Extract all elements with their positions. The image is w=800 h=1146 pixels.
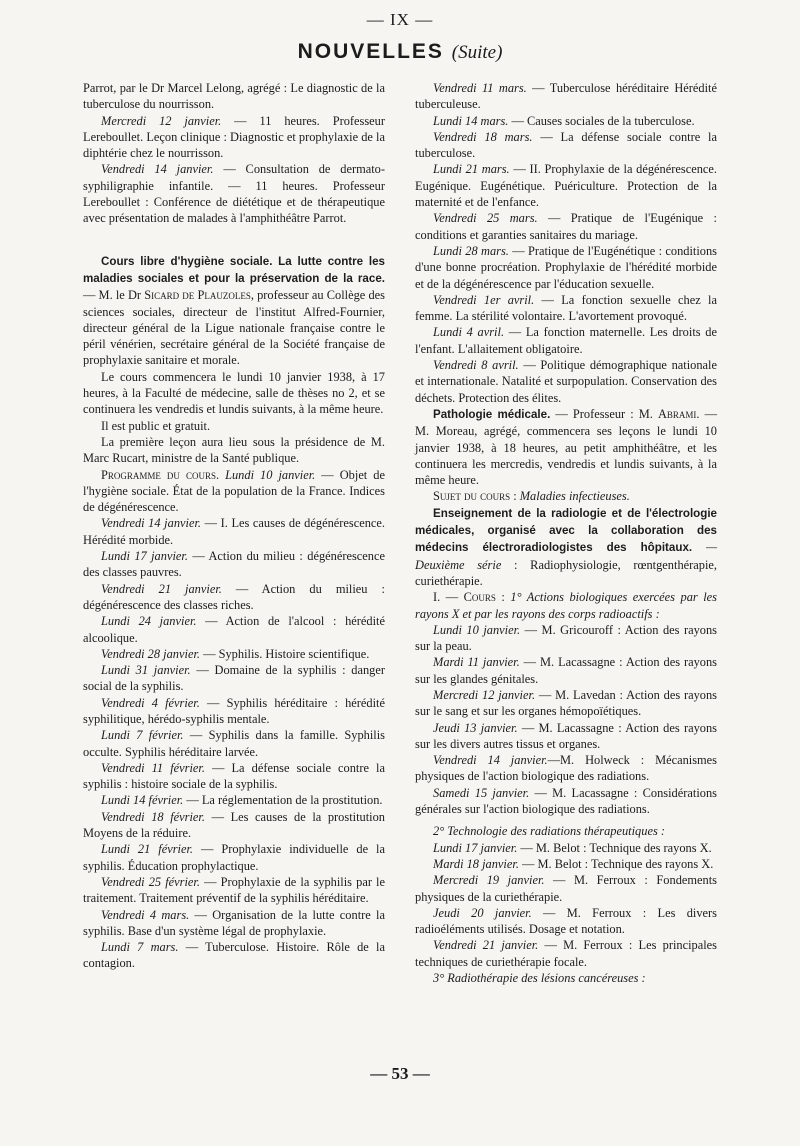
entry-text: — Organisation de la lutte contre la syphilis. Base d'un système légal de prophylaxie. <box>83 907 386 938</box>
schedule-entry <box>415 113 717 129</box>
entry-date: Vendredi 18 février. <box>101 809 205 824</box>
schedule-entry <box>415 720 717 753</box>
pathology-text: . — M. Moreau, agrégé, commencera ses leçons le lundi 10 janvier 1938, à 18 heures, au petit amphithéâtre, et les continuera les mercredis, vendredis et lundis suivants, à la même heure. <box>415 406 717 488</box>
schedule-entry <box>83 613 385 646</box>
schedule-entry <box>415 161 717 210</box>
entry-text: — Syphilis. Histoire scientifique. <box>200 646 370 661</box>
entry-text: — Domaine de la syphilis : danger social de la syphilis. <box>83 663 385 694</box>
schedule-entry <box>83 161 385 226</box>
entry-date: Vendredi 25 mars. <box>433 211 538 226</box>
entry-date: Mercredi 19 janvier. <box>433 873 545 888</box>
schedule-entry <box>415 785 717 818</box>
entry-text: — Consultation de dermato-syphiligraphie infantile. — 11 heures. Professeur Lereboullet : Conférence de diététique et de thérapeutique avec présentation de malades à l'amphithéâtre Parrot. <box>83 162 385 226</box>
entry-text: — La défense sociale contre la tuberculose. <box>415 129 717 161</box>
schedule-entry <box>83 581 385 614</box>
schedule-entry <box>83 809 385 842</box>
section-heading: 3° Radiothérapie des lésions cancéreuses : <box>433 971 646 986</box>
entry-text: — I. Les causes de dégénérescence. Hérédité morbide. <box>83 516 385 547</box>
right-schedule-list <box>415 80 717 406</box>
schedule-entry <box>83 548 385 581</box>
entry-text: — Les causes de la prostitution Moyens de la réduire. <box>83 809 386 841</box>
entry-date: Lundi 14 février. <box>101 793 184 808</box>
entry-text: — M. Gricouroff : Action des rayons sur la peau. <box>415 622 718 654</box>
entry-text: — M. Belot : Technique des rayons X. <box>517 840 712 855</box>
course-subject <box>415 488 717 504</box>
entry-text: — Pratique de l'Eugénétique : conditions d'une bonne procréation. Prophylaxie de l'hérédité morbide et de la dégénérescence par l'éducation sexuelle. <box>415 243 718 291</box>
radiology-schedule-list <box>415 622 717 818</box>
schedule-entry <box>415 129 717 162</box>
entry-text: — Prophylaxie de la syphilis par le traitement. Traitement préventif de la syphilis héréditaire. <box>83 874 385 906</box>
entry-text: — M. Ferroux : Les principales techniques de curiethérapie focale. <box>415 938 718 969</box>
schedule-entry <box>415 292 717 325</box>
entry-text: — M. Lacassagne : Action des rayons sur les glandes génitales. <box>415 655 717 686</box>
schedule-entry <box>83 792 385 808</box>
paragraph: Il est public et gratuit. <box>101 418 211 433</box>
schedule-entry <box>83 515 385 548</box>
entry-date: Vendredi 11 mars. <box>433 81 527 95</box>
schedule-entry <box>83 874 385 907</box>
schedule-entry <box>415 856 717 872</box>
schedule-entry <box>83 939 385 972</box>
entry-text: — La fonction maternelle. Les droits de l'enfant. L'allaitement obligatoire. <box>415 325 717 356</box>
entry-text: — Politique démographique nationale et internationale. Natalité et surpopulation. Conservation des déchets. Protection des élites. <box>415 358 717 405</box>
title-suite: (Suite) <box>451 42 503 63</box>
schedule-entry <box>83 841 385 874</box>
radiology-title: Enseignement de la radiologie et de l'électrologie médicales, organisé avec la collaboration des médecins électroradiologistes des hôpitaux. <box>415 506 717 555</box>
schedule-entry <box>415 937 717 970</box>
entry-text: — II. Prophylaxie de la dégénérescence. Eugénique. Eugénétique. Puériculture. Protection de la maternité et de l'enfance. <box>415 162 717 210</box>
entry-date: Mardi 18 janvier. <box>433 856 519 871</box>
entry-text: — Action du milieu : dégénérescence des classes riches. <box>83 581 385 612</box>
entry-date: Vendredi 14 janvier. <box>101 162 214 177</box>
entry-text: —M. Holweck : Mécanismes physiques de l'action biologique des radiations. <box>415 753 718 784</box>
entry-text: — Action de l'alcool : hérédité alcoolique. <box>83 614 385 645</box>
entry-date: Vendredi 11 février. <box>101 760 205 775</box>
entry-date: Lundi 21 février. <box>101 842 194 857</box>
entry-text: — M. Lacassagne : Action des rayons sur les divers autres tissus et organes. <box>415 720 717 751</box>
entry-date: Lundi 28 mars. <box>433 243 509 258</box>
entry-date: Mardi 11 janvier. <box>433 655 520 670</box>
entry-date: Vendredi 14 janvier. <box>101 516 202 531</box>
entry-date: Vendredi 8 avril. <box>433 358 519 373</box>
entry-text: — Action du milieu : dégénérescence des classes pauvres. <box>83 549 385 580</box>
schedule-entry <box>83 113 385 162</box>
schedule-entry <box>83 760 385 793</box>
entry-date: Lundi 17 janvier. <box>433 840 518 855</box>
schedule-entry <box>415 840 717 856</box>
entry-date: Vendredi 21 janvier. <box>433 938 539 953</box>
schedule-entry <box>415 357 717 406</box>
entry-date: Vendredi 25 février. <box>101 874 200 889</box>
course-intro-continued: , professeur au Collège des sciences sociales, directeur de l'institut Alfred-Fournier, directeur général de la Ligue nationale française contre le péril vénérien, secrétaire général de la Société française de prophylaxie sanitaire et morale. <box>83 288 385 368</box>
series-text: : Radiophysiologie, rœntgenthérapie, curiethérapie. <box>415 557 717 588</box>
cours-section-title: 1° Actions biologiques exercées par les rayons X et par les rayons des corps radioactifs : <box>415 590 717 621</box>
paragraph: Parrot, par le Dr Marcel Lelong, agrégé : Le diagnostic de la tuberculose du nourrisson. <box>83 81 385 112</box>
entry-date: Vendredi 18 mars. <box>433 129 533 144</box>
entry-date: Lundi 10 janvier. <box>225 467 316 482</box>
entry-date: Vendredi 4 mars. <box>101 907 190 922</box>
title-text: NOUVELLES <box>297 40 444 63</box>
professor-name: Abrami <box>657 406 697 421</box>
cours-heading <box>415 589 717 622</box>
left-column <box>83 80 385 972</box>
entry-date: Mercredi 12 janvier. <box>101 113 222 128</box>
entry-text: — Syphilis héréditaire : hérédité syphilitique, hérédo-syphilis mentale. <box>83 695 385 726</box>
radiology-announcement <box>415 505 717 589</box>
entry-date: Lundi 7 février. <box>101 728 184 743</box>
professor-name: Sicard de Plauzoles <box>144 288 251 303</box>
entry-date: Lundi 24 janvier. <box>101 614 197 629</box>
entry-date: Vendredi 1er avril. <box>433 292 535 307</box>
subject-text: Maladies infectieuses. <box>516 489 630 504</box>
entry-date: Vendredi 14 janvier. <box>433 753 548 768</box>
course-announcement <box>83 253 385 369</box>
entry-date: Lundi 31 janvier. <box>101 663 191 678</box>
schedule-entry <box>415 872 717 905</box>
schedule-entry <box>83 907 385 940</box>
page-title <box>0 40 800 64</box>
entry-text: — Tuberculose héréditaire Hérédité tuberculeuse. <box>415 81 717 112</box>
pathology-intro: — Professeur : M. <box>550 406 658 421</box>
entry-date: Lundi 17 janvier. <box>101 549 188 564</box>
schedule-entry <box>83 695 385 728</box>
schedule-entry <box>415 905 717 938</box>
entry-text: — 11 heures. Professeur Lereboullet. Leçon clinique : Diagnostic et prophylaxie de la diphtérie chez le nourrisson. <box>83 113 386 161</box>
entry-text: — Prophylaxie individuelle de la syphilis. Éducation prophylactique. <box>83 842 385 873</box>
entry-date: Lundi 7 mars. <box>101 940 179 955</box>
schedule-entry <box>415 210 717 243</box>
entry-text: — M. Lavedan : Action des rayons sur le sang et sur les organes hémopoïétiques. <box>415 687 718 719</box>
page-roman-numeral: — IX — <box>366 10 434 29</box>
entry-text: — Pratique de l'Eugénique : conditions et garanties sanitaires du mariage. <box>415 211 717 242</box>
pathology-announcement <box>415 406 717 488</box>
entry-text: — M. Belot : Technique des rayons X. <box>518 856 714 871</box>
schedule-entry <box>415 622 717 655</box>
right-column <box>415 80 717 986</box>
pathology-title: Pathologie médicale. <box>433 407 551 421</box>
paragraph: La première leçon aura lieu sous la présidence de M. Marc Rucart, ministre de la Santé publique. <box>83 434 385 466</box>
entry-text: — M. Ferroux : Les divers radioéléments utilisés. Dosage et notation. <box>415 905 717 937</box>
entry-text: — Objet de l'hygiène sociale. État de la population de la France. Indices de dégénérescence. <box>83 467 385 515</box>
subject-label: Sujet du cours : <box>433 489 517 504</box>
course-intro: — M. le Dr <box>83 288 145 303</box>
entry-date: Samedi 15 janvier. <box>433 785 530 800</box>
program-heading <box>83 467 385 516</box>
entry-text: — Causes sociales de la tuberculose. <box>508 113 695 128</box>
left-schedule-list <box>83 515 385 971</box>
page-number: — 53 — <box>370 1064 430 1083</box>
entry-date: Lundi 21 mars. <box>433 162 510 177</box>
entry-text: — M. Ferroux : Fondements physiques de la curiethérapie. <box>415 873 717 904</box>
schedule-entry <box>415 654 717 687</box>
entry-text: — M. Lacassagne : Considérations générales sur l'action biologique des radiations. <box>415 785 717 817</box>
schedule-entry <box>415 752 717 785</box>
entry-text: — La réglementation de la prostitution. <box>183 793 383 808</box>
entry-text: — Syphilis dans la famille. Syphilis occulte. Syphilis héréditaire larvée. <box>83 728 385 759</box>
paragraph: Le cours commencera le lundi 10 janvier 1938, à 17 heures, à la Faculté de médecine, salle de thèses no 2, et se continuera les vendredis et lundis suivants, à la même heure. <box>83 369 385 417</box>
entry-date: Vendredi 28 janvier. <box>101 646 200 661</box>
course-title: Cours libre d'hygiène sociale. La lutte contre les maladies sociales et pour la préservation de la race. <box>83 254 385 285</box>
schedule-entry <box>415 687 717 720</box>
entry-text: — Tuberculose. Histoire. Rôle de la contagion. <box>83 940 385 971</box>
schedule-entry <box>83 727 385 760</box>
entry-date: Jeudi 13 janvier. <box>433 720 518 735</box>
schedule-entry <box>415 80 717 113</box>
cours-label: I. — Cours : <box>433 590 505 605</box>
schedule-entry <box>83 646 385 662</box>
entry-date: Lundi 4 avril. <box>433 325 505 340</box>
entry-date: Mercredi 12 janvier. <box>433 687 536 702</box>
entry-date: Lundi 14 mars. <box>433 113 509 128</box>
entry-text: — La fonction sexuelle chez la femme. La stérilité volontaire. L'avortement provoqué. <box>415 292 717 324</box>
schedule-entry <box>415 243 717 292</box>
entry-text: — La défense sociale contre la syphilis : histoire sociale de la syphilis. <box>83 760 385 792</box>
entry-date: Lundi 10 janvier. <box>433 622 521 637</box>
series-label: — Deuxième série <box>415 540 718 572</box>
entry-date: Vendredi 4 février. <box>101 695 200 710</box>
schedule-entry <box>83 662 385 695</box>
entry-date: Vendredi 21 janvier. <box>101 581 222 596</box>
entry-date: Jeudi 20 janvier. <box>433 905 532 920</box>
technology-schedule-list <box>415 840 717 970</box>
program-label: Programme du cours. <box>101 467 220 482</box>
schedule-entry <box>415 324 717 357</box>
section-heading: 2° Technologie des radiations thérapeutiques : <box>433 824 665 839</box>
